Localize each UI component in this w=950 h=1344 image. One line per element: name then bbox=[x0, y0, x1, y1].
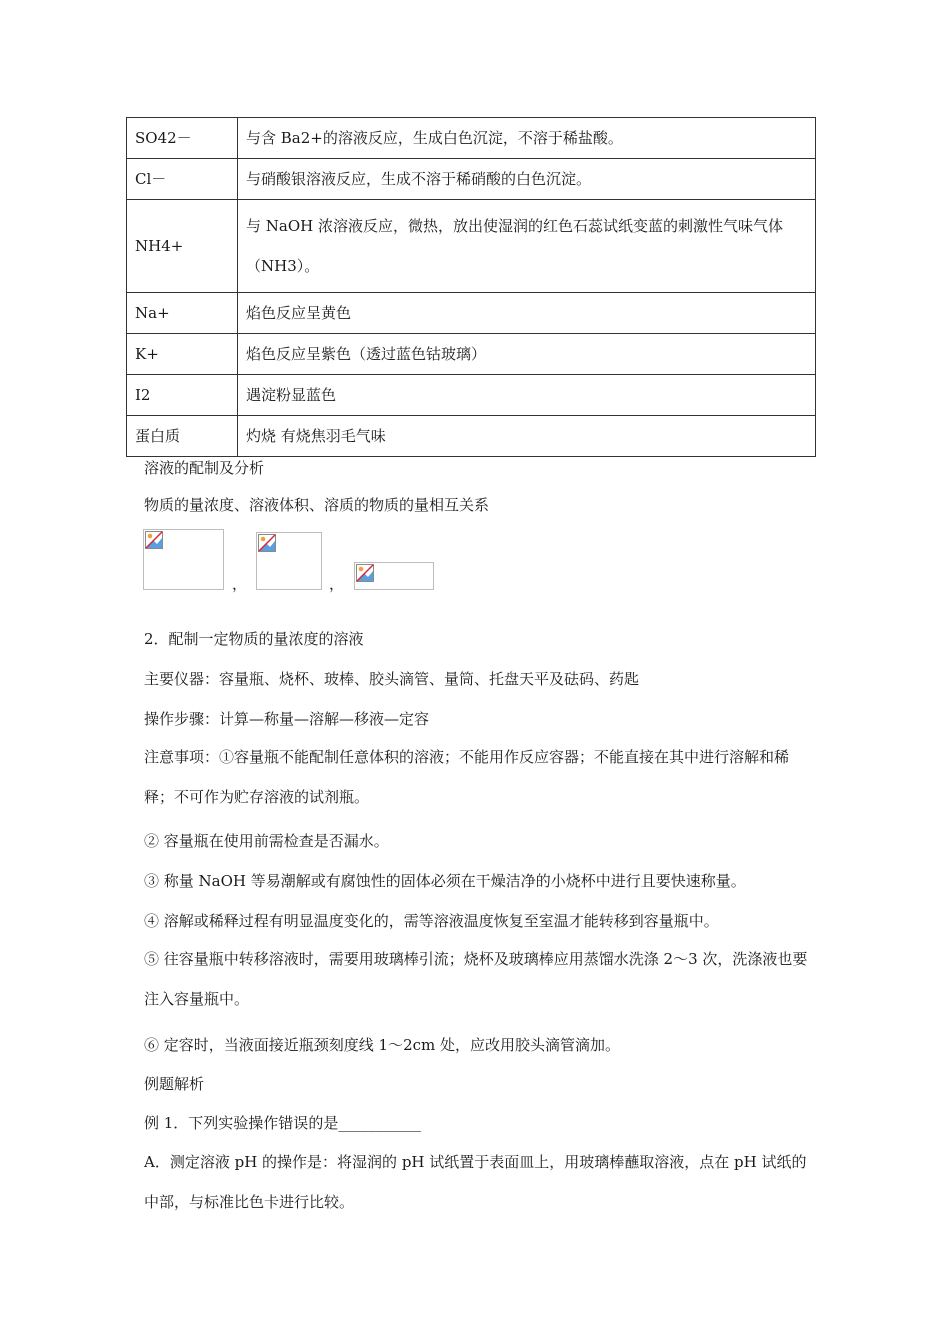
ion-cell: NH4+ bbox=[127, 200, 238, 293]
note-item: ② 容量瓶在使用前需检查是否漏水。 bbox=[144, 832, 389, 850]
table-row bbox=[127, 416, 816, 457]
broken-image-icon bbox=[258, 534, 276, 552]
table-row bbox=[127, 200, 816, 293]
ion-cell: Na+ bbox=[127, 293, 238, 334]
ion-cell: SO42－ bbox=[127, 118, 238, 159]
steps-text: 操作步骤：计算—称量—溶解—移液—定容 bbox=[144, 710, 430, 728]
note-item: ③ 称量 NaOH 等易潮解或有腐蚀性的固体必须在干燥洁净的小烧杯中进行且要快速称量。 bbox=[144, 872, 746, 890]
test-cell: 与含 Ba2+的溶液反应，生成白色沉淀，不溶于稀盐酸。 bbox=[238, 118, 816, 159]
option-a-text: A．测定溶液 pH 的操作是：将湿润的 pH 试纸置于表面皿上，用玻璃棒蘸取溶液，点在 pH 试纸的中部，与标准比色卡进行比较。 bbox=[144, 1153, 807, 1211]
broken-image-icon bbox=[356, 564, 374, 582]
section-heading: 2．配制一定物质的量浓度的溶液 bbox=[144, 630, 364, 648]
formula-image-1 bbox=[143, 529, 224, 590]
table-row bbox=[127, 375, 816, 416]
test-cell: 焰色反应呈黄色 bbox=[238, 293, 816, 334]
table-row bbox=[127, 118, 816, 159]
question-text: 例 1．下列实验操作错误的是___________ bbox=[144, 1114, 421, 1132]
ion-test-table bbox=[126, 117, 816, 457]
instruments-text: 主要仪器：容量瓶、烧杯、玻棒、胶头滴管、量筒、托盘天平及砝码、药匙 bbox=[144, 670, 640, 688]
note-item: ④ 溶解或稀释过程有明显温度变化的，需等溶液温度恢复至室温才能转移到容量瓶中。 bbox=[144, 912, 719, 930]
note-item: ⑥ 定容时，当液面接近瓶颈刻度线 1～2cm 处，应改用胶头滴管滴加。 bbox=[144, 1036, 621, 1054]
test-cell: 与硝酸银溶液反应，生成不溶于稀硝酸的白色沉淀。 bbox=[238, 159, 816, 200]
test-cell: 遇淀粉显蓝色 bbox=[238, 375, 816, 416]
section-heading: 例题解析 bbox=[144, 1075, 205, 1093]
note-item: ⑤ 往容量瓶中转移溶液时，需要用玻璃棒引流；烧杯及玻璃棒应用蒸馏水洗涤 2～3 次，洗涤液也要注入容量瓶中。 bbox=[144, 950, 808, 1008]
test-cell: 灼烧 有烧焦羽毛气味 bbox=[238, 416, 816, 457]
broken-image-icon bbox=[145, 531, 163, 549]
comma-separator: ， bbox=[329, 575, 345, 593]
notes-text: 注意事项：①容量瓶不能配制任意体积的溶液；不能用作反应容器；不能直接在其中进行溶解和稀释；不可作为贮存溶液的试剂瓶。 bbox=[144, 748, 790, 806]
ion-cell: K+ bbox=[127, 334, 238, 375]
test-cell: 焰色反应呈紫色（透过蓝色钴玻璃） bbox=[238, 334, 816, 375]
section-heading: 溶液的配制及分析 bbox=[144, 459, 265, 477]
formula-image-2 bbox=[256, 532, 322, 590]
table-row bbox=[127, 334, 816, 375]
comma-separator: ， bbox=[232, 575, 248, 593]
formula-image-3 bbox=[354, 562, 434, 590]
test-cell: 与 NaOH 浓溶液反应，微热，放出使湿润的红色石蕊试纸变蓝的刺激性气味气体（NH3）。 bbox=[238, 200, 816, 293]
table-row bbox=[127, 159, 816, 200]
ion-cell: Cl－ bbox=[127, 159, 238, 200]
section-subheading: 物质的量浓度、溶液体积、溶质的物质的量相互关系 bbox=[144, 496, 490, 514]
ion-cell: I2 bbox=[127, 375, 238, 416]
table-row bbox=[127, 293, 816, 334]
ion-cell: 蛋白质 bbox=[127, 416, 238, 457]
